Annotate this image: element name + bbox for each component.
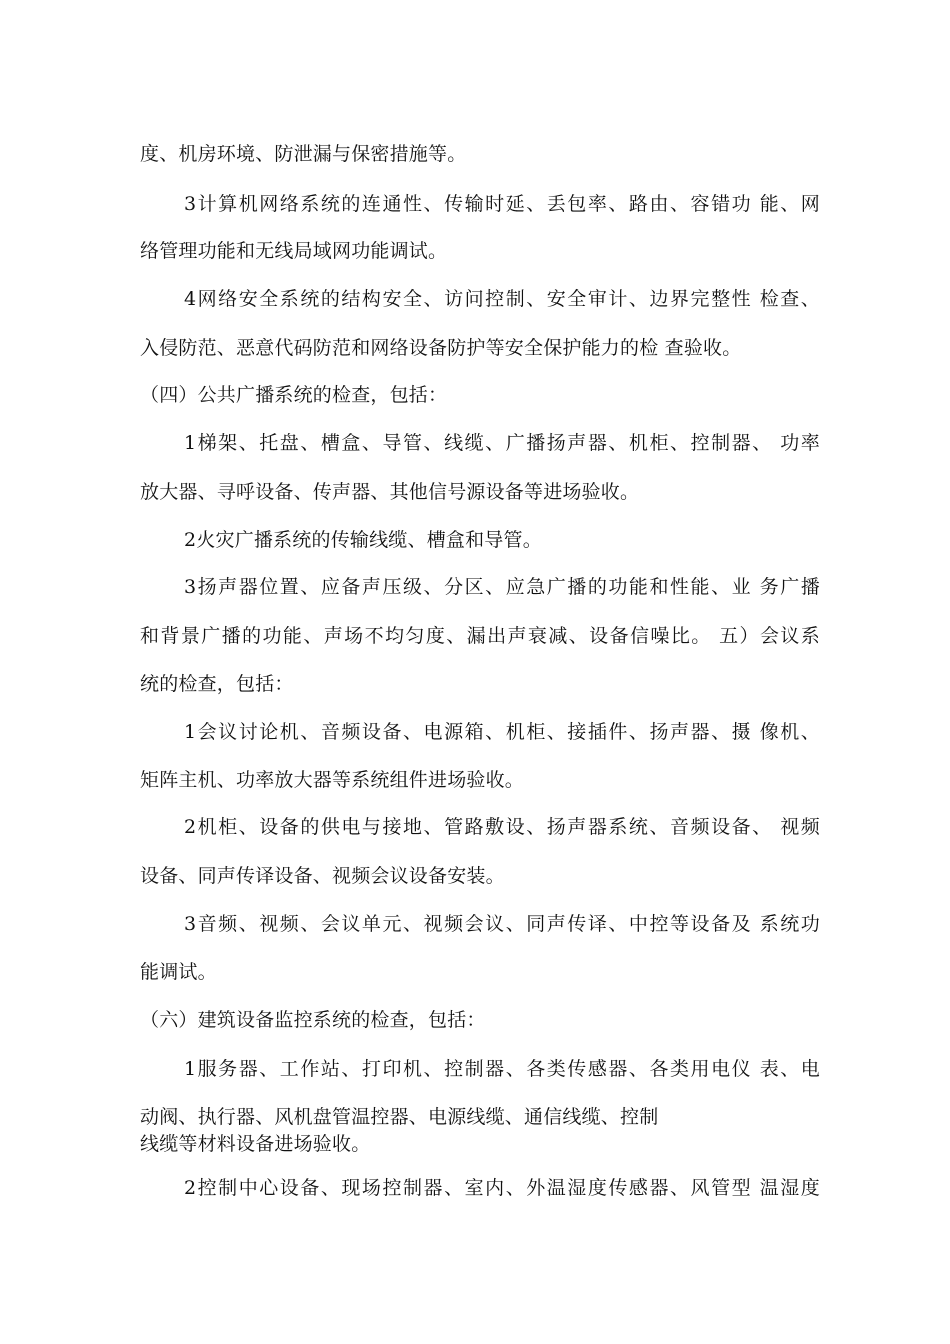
- text-line: 4网络安全系统的结构安全、访问控制、安全审计、边界完整性 检查、: [184, 288, 820, 310]
- text-line: 和背景广播的功能、声场不均匀度、漏出声衰减、设备信噪比。 五）会议系: [140, 625, 820, 647]
- text-line: 2机柜、设备的供电与接地、管路敷设、扬声器系统、音频设备、 视频: [184, 816, 820, 838]
- text-line: 动阀、执行器、风机盘管温控器、电源线缆、通信线缆、控制: [140, 1106, 659, 1128]
- text-line: 2控制中心设备、现场控制器、室内、外温湿度传感器、风管型 温湿度: [184, 1177, 820, 1199]
- text-line: 3计算机网络系统的连通性、传输时延、丢包率、路由、容错功 能、网: [184, 193, 820, 215]
- text-line: 3音频、视频、会议单元、视频会议、同声传译、中控等设备及 系统功: [184, 913, 820, 935]
- text-line: 能调试。: [140, 961, 217, 983]
- section-heading: （六）建筑设备监控系统的检查，包括：: [140, 1009, 486, 1031]
- text-line: 统的检查，包括：: [140, 673, 294, 695]
- text-line: 线缆等材料设备进场验收。: [140, 1133, 371, 1155]
- text-line: 2火灾广播系统的传输线缆、槽盒和导管。: [184, 529, 542, 551]
- text-line: 1会议讨论机、音频设备、电源箱、机柜、接插件、扬声器、摄 像机、: [184, 721, 820, 743]
- text-line: 矩阵主机、功率放大器等系统组件进场验收。: [140, 769, 525, 791]
- text-line: 1梯架、托盘、槽盒、导管、线缆、广播扬声器、机柜、控制器、 功率: [184, 432, 820, 454]
- text-line: 放大器、寻呼设备、传声器、其他信号源设备等进场验收。: [140, 481, 640, 503]
- text-line: 度、机房环境、防泄漏与保密措施等。: [140, 143, 467, 165]
- section-heading: （四）公共广播系统的检查，包括：: [140, 384, 448, 406]
- text-line: 设备、同声传译设备、视频会议设备安装。: [140, 865, 505, 887]
- text-line: 入侵防范、恶意代码防范和网络设备防护等安全保护能力的检 查验收。: [140, 337, 742, 359]
- text-line: 3扬声器位置、应备声压级、分区、应急广播的功能和性能、业 务广播: [184, 576, 820, 598]
- text-line: 络管理功能和无线局域网功能调试。: [140, 240, 448, 262]
- text-line: 1服务器、工作站、打印机、控制器、各类传感器、各类用电仪 表、电: [184, 1058, 820, 1080]
